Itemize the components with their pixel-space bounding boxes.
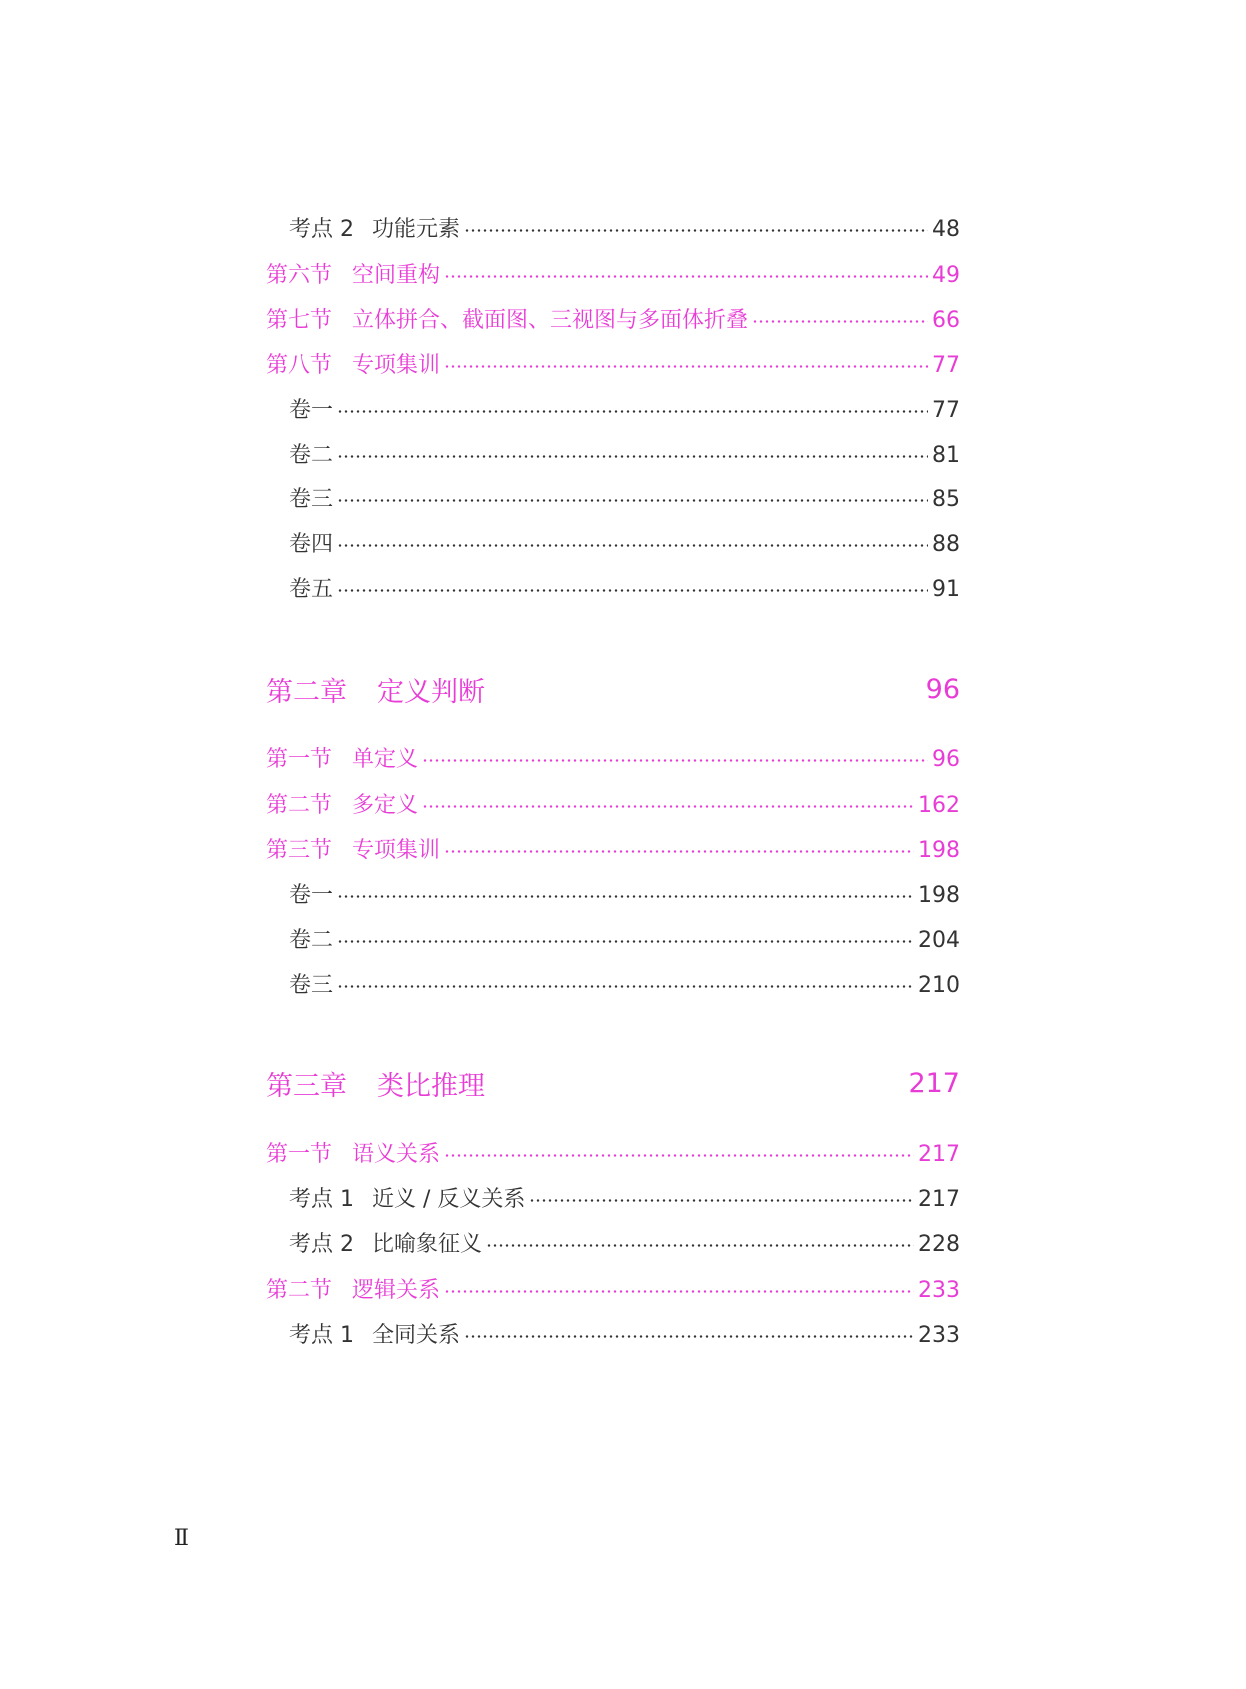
entry-page-number: 162 <box>918 793 960 818</box>
dot-leader <box>444 365 928 368</box>
page-number: Ⅱ <box>174 1526 189 1551</box>
entry-label: 第三节 <box>266 838 333 863</box>
entry-page-number: 91 <box>932 577 960 602</box>
dot-leader <box>422 805 914 808</box>
subsection-entry[interactable] <box>289 570 960 610</box>
chapter-title: 定义判断 <box>377 676 485 708</box>
entry-label: 卷二 <box>289 443 334 468</box>
dot-leader <box>486 1244 914 1247</box>
subsection-entry[interactable] <box>289 966 960 1006</box>
entry-title: 近义 / 反义关系 <box>372 1187 526 1212</box>
dot-leader <box>529 1199 914 1202</box>
dot-leader <box>444 275 928 278</box>
entry-label: 卷四 <box>289 532 334 557</box>
entry-title: 逻辑关系 <box>352 1278 441 1303</box>
entry-page-number: 233 <box>918 1323 960 1348</box>
entry-page-number: 217 <box>918 1142 960 1167</box>
entry-page-number: 49 <box>932 263 960 288</box>
entry-title: 语义关系 <box>352 1142 441 1167</box>
entry-label: 第一节 <box>266 1142 333 1167</box>
dot-leader <box>337 589 928 592</box>
entry-label: 考点 2 <box>289 217 354 242</box>
section-entry[interactable] <box>266 301 960 341</box>
entry-page-number: 198 <box>918 883 960 908</box>
subsection-entry[interactable] <box>289 210 960 250</box>
dot-leader <box>337 985 914 988</box>
entry-page-number: 198 <box>918 838 960 863</box>
dot-leader <box>444 1290 914 1293</box>
entry-label: 卷一 <box>289 883 334 908</box>
subsection-entry[interactable] <box>289 480 960 520</box>
entry-label: 卷一 <box>289 398 334 423</box>
entry-label: 第二节 <box>266 793 333 818</box>
entry-title: 多定义 <box>352 793 419 818</box>
entry-page-number: 77 <box>932 398 960 423</box>
subsection-entry[interactable] <box>289 1180 960 1220</box>
entry-title: 专项集训 <box>352 353 441 378</box>
dot-leader <box>444 850 914 853</box>
chapter-heading[interactable] <box>266 1061 960 1105</box>
dot-leader <box>337 455 928 458</box>
entry-label: 卷三 <box>289 487 334 512</box>
entry-label: 第二节 <box>266 1278 333 1303</box>
chapter-page-number: 217 <box>908 1067 960 1099</box>
section-entry[interactable] <box>266 740 960 780</box>
chapter-label: 第二章 <box>266 676 347 708</box>
chapter-page-number: 96 <box>925 673 960 705</box>
chapter-label: 第三章 <box>266 1070 347 1102</box>
dot-leader <box>337 410 928 413</box>
dot-leader <box>464 229 928 232</box>
chapter-heading[interactable] <box>266 667 960 711</box>
dot-leader <box>444 1154 914 1157</box>
entry-page-number: 77 <box>932 353 960 378</box>
entry-label: 第七节 <box>266 308 333 333</box>
entry-page-number: 233 <box>918 1278 960 1303</box>
dot-leader <box>752 320 928 323</box>
entry-title: 单定义 <box>352 747 419 772</box>
entry-page-number: 228 <box>918 1232 960 1257</box>
subsection-entry[interactable] <box>289 436 960 476</box>
entry-label: 卷二 <box>289 928 334 953</box>
subsection-entry[interactable] <box>289 921 960 961</box>
entry-page-number: 88 <box>932 532 960 557</box>
entry-label: 卷三 <box>289 973 334 998</box>
entry-page-number: 48 <box>932 217 960 242</box>
dot-leader <box>337 499 928 502</box>
dot-leader <box>337 895 914 898</box>
entry-page-number: 96 <box>932 747 960 772</box>
entry-page-number: 85 <box>932 487 960 512</box>
entry-page-number: 217 <box>918 1187 960 1212</box>
entry-label: 考点 1 <box>289 1187 354 1212</box>
entry-label: 卷五 <box>289 577 334 602</box>
entry-title: 功能元素 <box>372 217 461 242</box>
entry-label: 第八节 <box>266 353 333 378</box>
section-entry[interactable] <box>266 256 960 296</box>
entry-label: 考点 1 <box>289 1323 354 1348</box>
section-entry[interactable] <box>266 1135 960 1175</box>
entry-page-number: 66 <box>932 308 960 333</box>
subsection-entry[interactable] <box>289 1316 960 1356</box>
dot-leader <box>464 1335 914 1338</box>
subsection-entry[interactable] <box>289 525 960 565</box>
entry-page-number: 81 <box>932 443 960 468</box>
entry-title: 空间重构 <box>352 263 441 288</box>
subsection-entry[interactable] <box>289 876 960 916</box>
entry-label: 第一节 <box>266 747 333 772</box>
section-entry[interactable] <box>266 786 960 826</box>
entry-title: 立体拼合、截面图、三视图与多面体折叠 <box>352 308 749 333</box>
dot-leader <box>422 759 928 762</box>
dot-leader <box>337 544 928 547</box>
entry-title: 专项集训 <box>352 838 441 863</box>
chapter-title: 类比推理 <box>377 1070 485 1102</box>
section-entry[interactable] <box>266 1271 960 1311</box>
section-entry[interactable] <box>266 831 960 871</box>
entry-page-number: 204 <box>918 928 960 953</box>
section-entry[interactable] <box>266 346 960 386</box>
subsection-entry[interactable] <box>289 391 960 431</box>
entry-page-number: 210 <box>918 973 960 998</box>
entry-label: 第六节 <box>266 263 333 288</box>
dot-leader <box>337 940 914 943</box>
entry-title: 全同关系 <box>372 1323 461 1348</box>
subsection-entry[interactable] <box>289 1225 960 1265</box>
entry-title: 比喻象征义 <box>372 1232 483 1257</box>
entry-label: 考点 2 <box>289 1232 354 1257</box>
